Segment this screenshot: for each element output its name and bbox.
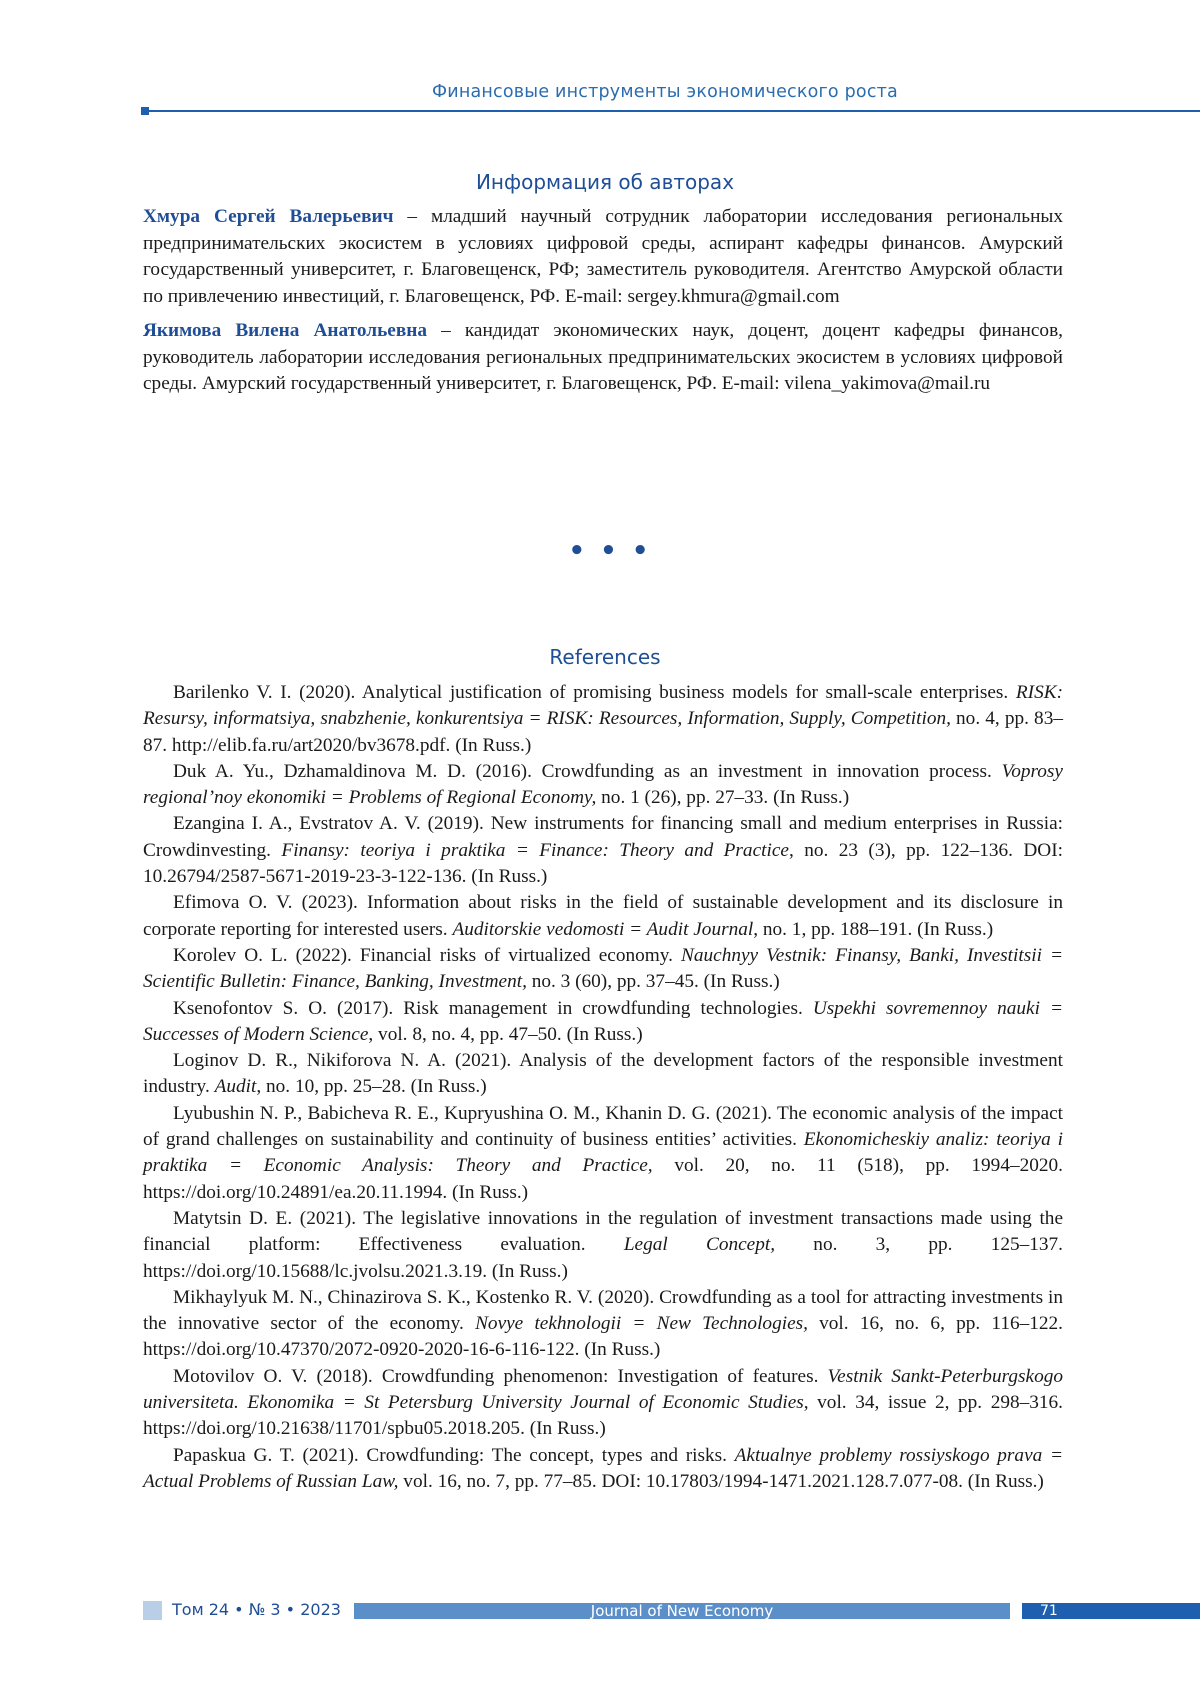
reference-journal: Nauchnyy Vestnik: Finansy, Banki, Investitsii = Scientific Bulletin: Finance, Banking, Investment,: [143, 945, 1063, 992]
reference-text: Duk A. Yu., Dzhamaldinova M. D. (2016). Crowdfunding as an investment in innovation process.: [173, 761, 1002, 782]
reference-journal: Finansy: teoriya i praktika = Finance: Theory and Practice: [281, 840, 789, 861]
reference-journal: RISK: Resursy, informatsiya, snabzhenie, konkurentsiya = RISK: Resources, Information, Supply, Competition,: [143, 682, 1063, 729]
reference-item: [143, 943, 1063, 996]
reference-details: vol. 16, no. 7, pp. 77–85. DOI: 10.17803/1994-1471.2021.128.7.077-08. (In Russ.): [398, 1471, 1043, 1492]
author-entry: [143, 204, 1063, 310]
reference-details: no. 1 (26), pp. 27–33. (In Russ.): [596, 787, 849, 808]
footer-journal-title: Journal of New Economy: [354, 1603, 1010, 1619]
reference-item: [143, 811, 1063, 890]
reference-item: [143, 1285, 1063, 1364]
reference-details: no. 3, pp. 125–137. https://doi.org/10.15688/lc.jvolsu.2021.3.19. (In Russ.): [143, 1234, 1063, 1281]
footer-square-mark: [143, 1601, 162, 1620]
reference-text: Ezangina I. A., Evstratov A. V. (2019). New instruments for financing small and medium enterprises in Russia: Crowdinvesting.: [143, 813, 1063, 860]
reference-item: [143, 1206, 1063, 1285]
reference-journal: Uspekhi sovremennoy nauki = Successes of Modern Science: [143, 998, 1063, 1045]
reference-text: Loginov D. R., Nikiforova N. A. (2021). Analysis of the development factors of the responsible investment industry.: [143, 1050, 1063, 1097]
reference-item: [143, 890, 1063, 943]
reference-text: Barilenko V. I. (2020). Analytical justification of promising business models for small-scale enterprises.: [173, 682, 1016, 703]
author-description: – кандидат экономических наук, доцент, доцент кафедры финансов, руководитель лаборатории исследования региональных предпринимательских экосистем в условиях цифровой среды. Амурский государственный университет, г. Благовещенск, РФ. E-mail: vilena_yakimova@mail.ru: [143, 320, 1063, 394]
reference-text: Motovilov O. V. (2018). Crowdfunding phenomenon: Investigation of features.: [173, 1366, 828, 1387]
author-entry: [143, 318, 1063, 398]
reference-item: [143, 1443, 1063, 1496]
reference-journal: Audit: [215, 1076, 257, 1097]
references-heading: References: [145, 645, 1065, 669]
reference-details: vol. 16, no. 6, pp. 116–122. https://doi.org/10.47370/2072-0920-2020-16-6-116-122. (In Russ.): [143, 1313, 1063, 1360]
page-number: 71: [1022, 1603, 1200, 1619]
running-head: Финансовые инструменты экономического роста: [145, 82, 1185, 102]
reference-journal: Aktualnye problemy rossiyskogo prava = Actual Problems of Russian Law,: [143, 1445, 1063, 1492]
author-name: Якимова Вилена Анатольевна: [143, 320, 427, 341]
reference-text: Matytsin D. E. (2021). The legislative innovations in the regulation of investment transactions made using the financial platform: Effectiveness evaluation.: [143, 1208, 1063, 1255]
reference-journal: Vestnik Sankt-Peterburgskogo universiteta. Ekonomika = St Petersburg University Journal of Economic Studies: [143, 1366, 1063, 1413]
reference-details: , no. 10, pp. 25–28. (In Russ.): [256, 1076, 486, 1097]
page-footer: [0, 1601, 1200, 1621]
reference-text: Ksenofontov S. O. (2017). Risk management in crowdfunding technologies.: [173, 998, 813, 1019]
reference-text: Lyubushin N. P., Babicheva R. E., Kupryushina O. M., Khanin D. G. (2021). The economic analysis of the impact of grand challenges on sustainability and continuity of business entities’ activities.: [143, 1103, 1063, 1150]
authors-section: [143, 204, 1063, 406]
reference-journal: Auditorskie vedomosti = Audit Journal: [452, 919, 753, 940]
reference-item: [143, 1048, 1063, 1101]
author-description: – младший научный сотрудник лаборатории исследования региональных предпринимательских экосистем в условиях цифровой среды, аспирант кафедры финансов. Амурский государственный университет, г. Благовещенск, РФ; заместитель руководителя. Агентство Амурской области по привлечению инвестиций, г. Благовещенск, РФ. E-mail: sergey.khmura@gmail.com: [143, 206, 1063, 307]
reference-details: , vol. 34, issue 2, pp. 298–316. https://doi.org/10.21638/11701/spbu05.2018.205. (In Russ.): [143, 1392, 1063, 1439]
reference-text: Papaskua G. T. (2021). Crowdfunding: The concept, types and risks.: [173, 1445, 735, 1466]
reference-text: Mikhaylyuk M. N., Chinazirova S. K., Kostenko R. V. (2020). Crowdfunding as a tool for attracting investments in the innovative sector of the economy.: [143, 1287, 1063, 1334]
reference-details: , no. 23 (3), pp. 122–136. DOI: 10.26794/2587-5671-2019-23-3-122-136. (In Russ.): [143, 840, 1063, 887]
authors-heading: Информация об авторах: [145, 170, 1065, 194]
reference-text: Korolev O. L. (2022). Financial risks of virtualized economy.: [173, 945, 681, 966]
reference-item: [143, 1101, 1063, 1206]
section-separator: • • •: [560, 536, 660, 566]
reference-item: [143, 996, 1063, 1049]
references-list: [143, 680, 1063, 1495]
reference-details: no. 3 (60), pp. 37–45. (In Russ.): [527, 971, 780, 992]
reference-text: Efimova O. V. (2023). Information about risks in the field of sustainable development and its disclosure in corporate reporting for interested users.: [143, 892, 1063, 939]
reference-details: vol. 20, no. 11 (518), pp. 1994–2020. https://doi.org/10.24891/ea.20.11.1994. (In Russ.): [143, 1155, 1063, 1202]
reference-item: [143, 1364, 1063, 1443]
reference-journal: Ekonomicheskiy analiz: teoriya i praktika = Economic Analysis: Theory and Practice,: [143, 1129, 1063, 1176]
reference-details: no. 4, pp. 83–87. http://elib.fa.ru/art2020/bv3678.pdf. (In Russ.): [143, 708, 1063, 755]
reference-item: [143, 759, 1063, 812]
author-name: Хмура Сергей Валерьевич: [143, 206, 393, 227]
reference-details: , vol. 8, no. 4, pp. 47–50. (In Russ.): [368, 1024, 642, 1045]
reference-details: , no. 1, pp. 188–191. (In Russ.): [753, 919, 993, 940]
header-rule: [145, 110, 1200, 112]
reference-journal: Voprosy regional’noy ekonomiki = Problems of Regional Economy,: [143, 761, 1063, 808]
footer-issue: Том 24 • № 3 • 2023: [172, 1600, 341, 1619]
reference-journal: Novye tekhnologii = New Technologies,: [475, 1313, 808, 1334]
reference-journal: Legal Concept,: [624, 1234, 775, 1255]
reference-item: [143, 680, 1063, 759]
